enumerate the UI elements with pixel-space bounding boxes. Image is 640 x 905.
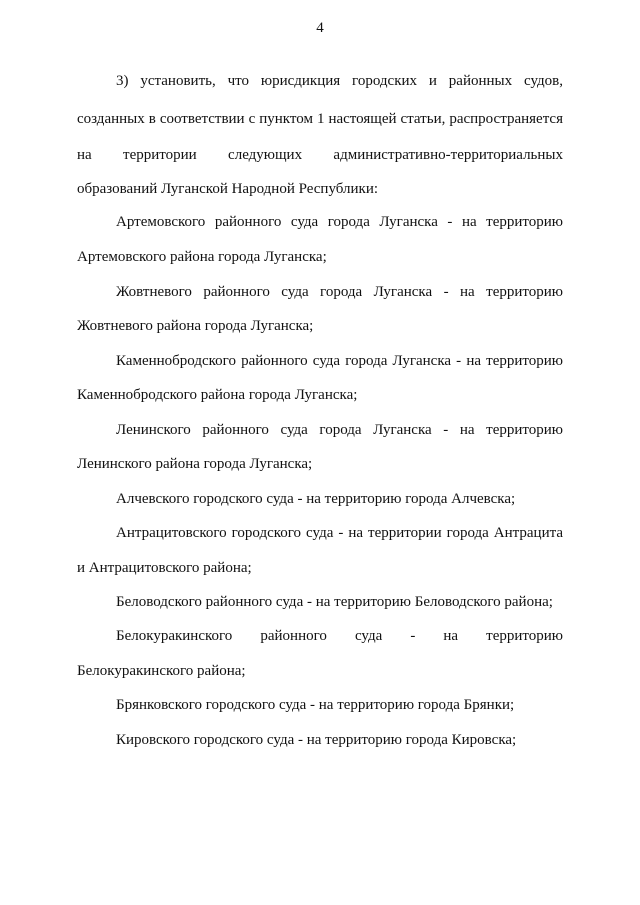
list-item-line: Артемовского районного суда города Луганска - на территорию bbox=[116, 214, 563, 230]
paragraph-line: образований Луганской Народной Республики: bbox=[77, 181, 379, 197]
list-item-line: Беловодского районного суда - на территорию Беловодского района; bbox=[116, 594, 553, 610]
list-item-line: Ленинского района города Луганска; bbox=[77, 456, 313, 472]
paragraph-line: созданных в соответствии с пунктом 1 настоящей статьи, распространяется bbox=[77, 111, 563, 127]
paragraph-line: на территории следующих административно-территориальных bbox=[77, 147, 563, 163]
list-item-line: Белокуракинского районного суда - на территорию bbox=[116, 628, 563, 644]
list-item-line: Алчевского городского суда - на территорию города Алчевска; bbox=[116, 491, 516, 507]
list-item-line: Ленинского районного суда города Луганска - на территорию bbox=[116, 422, 563, 438]
list-item-line: Белокуракинского района; bbox=[77, 663, 246, 679]
list-item-line: Жовтневого района города Луганска; bbox=[77, 318, 314, 334]
list-item-line: Каменнобродского района города Луганска; bbox=[77, 387, 358, 403]
list-item-line: и Антрацитовского района; bbox=[77, 560, 252, 576]
list-item-line: Брянковского городского суда - на территорию города Брянки; bbox=[116, 697, 515, 713]
list-item-line: Артемовского района города Луганска; bbox=[77, 249, 327, 265]
list-item-line: Каменнобродского районного суда города Луганска - на территорию bbox=[116, 353, 563, 369]
list-item-line: Кировского городского суда - на территорию города Кировска; bbox=[116, 732, 517, 748]
list-item-line: Антрацитовского городского суда - на территории города Антрацита bbox=[116, 525, 563, 541]
list-item-line: Жовтневого районного суда города Луганска - на территорию bbox=[116, 284, 563, 300]
page-number: 4 bbox=[316, 20, 324, 36]
paragraph-line: 3) установить, что юрисдикция городских и районных судов, bbox=[116, 73, 563, 89]
